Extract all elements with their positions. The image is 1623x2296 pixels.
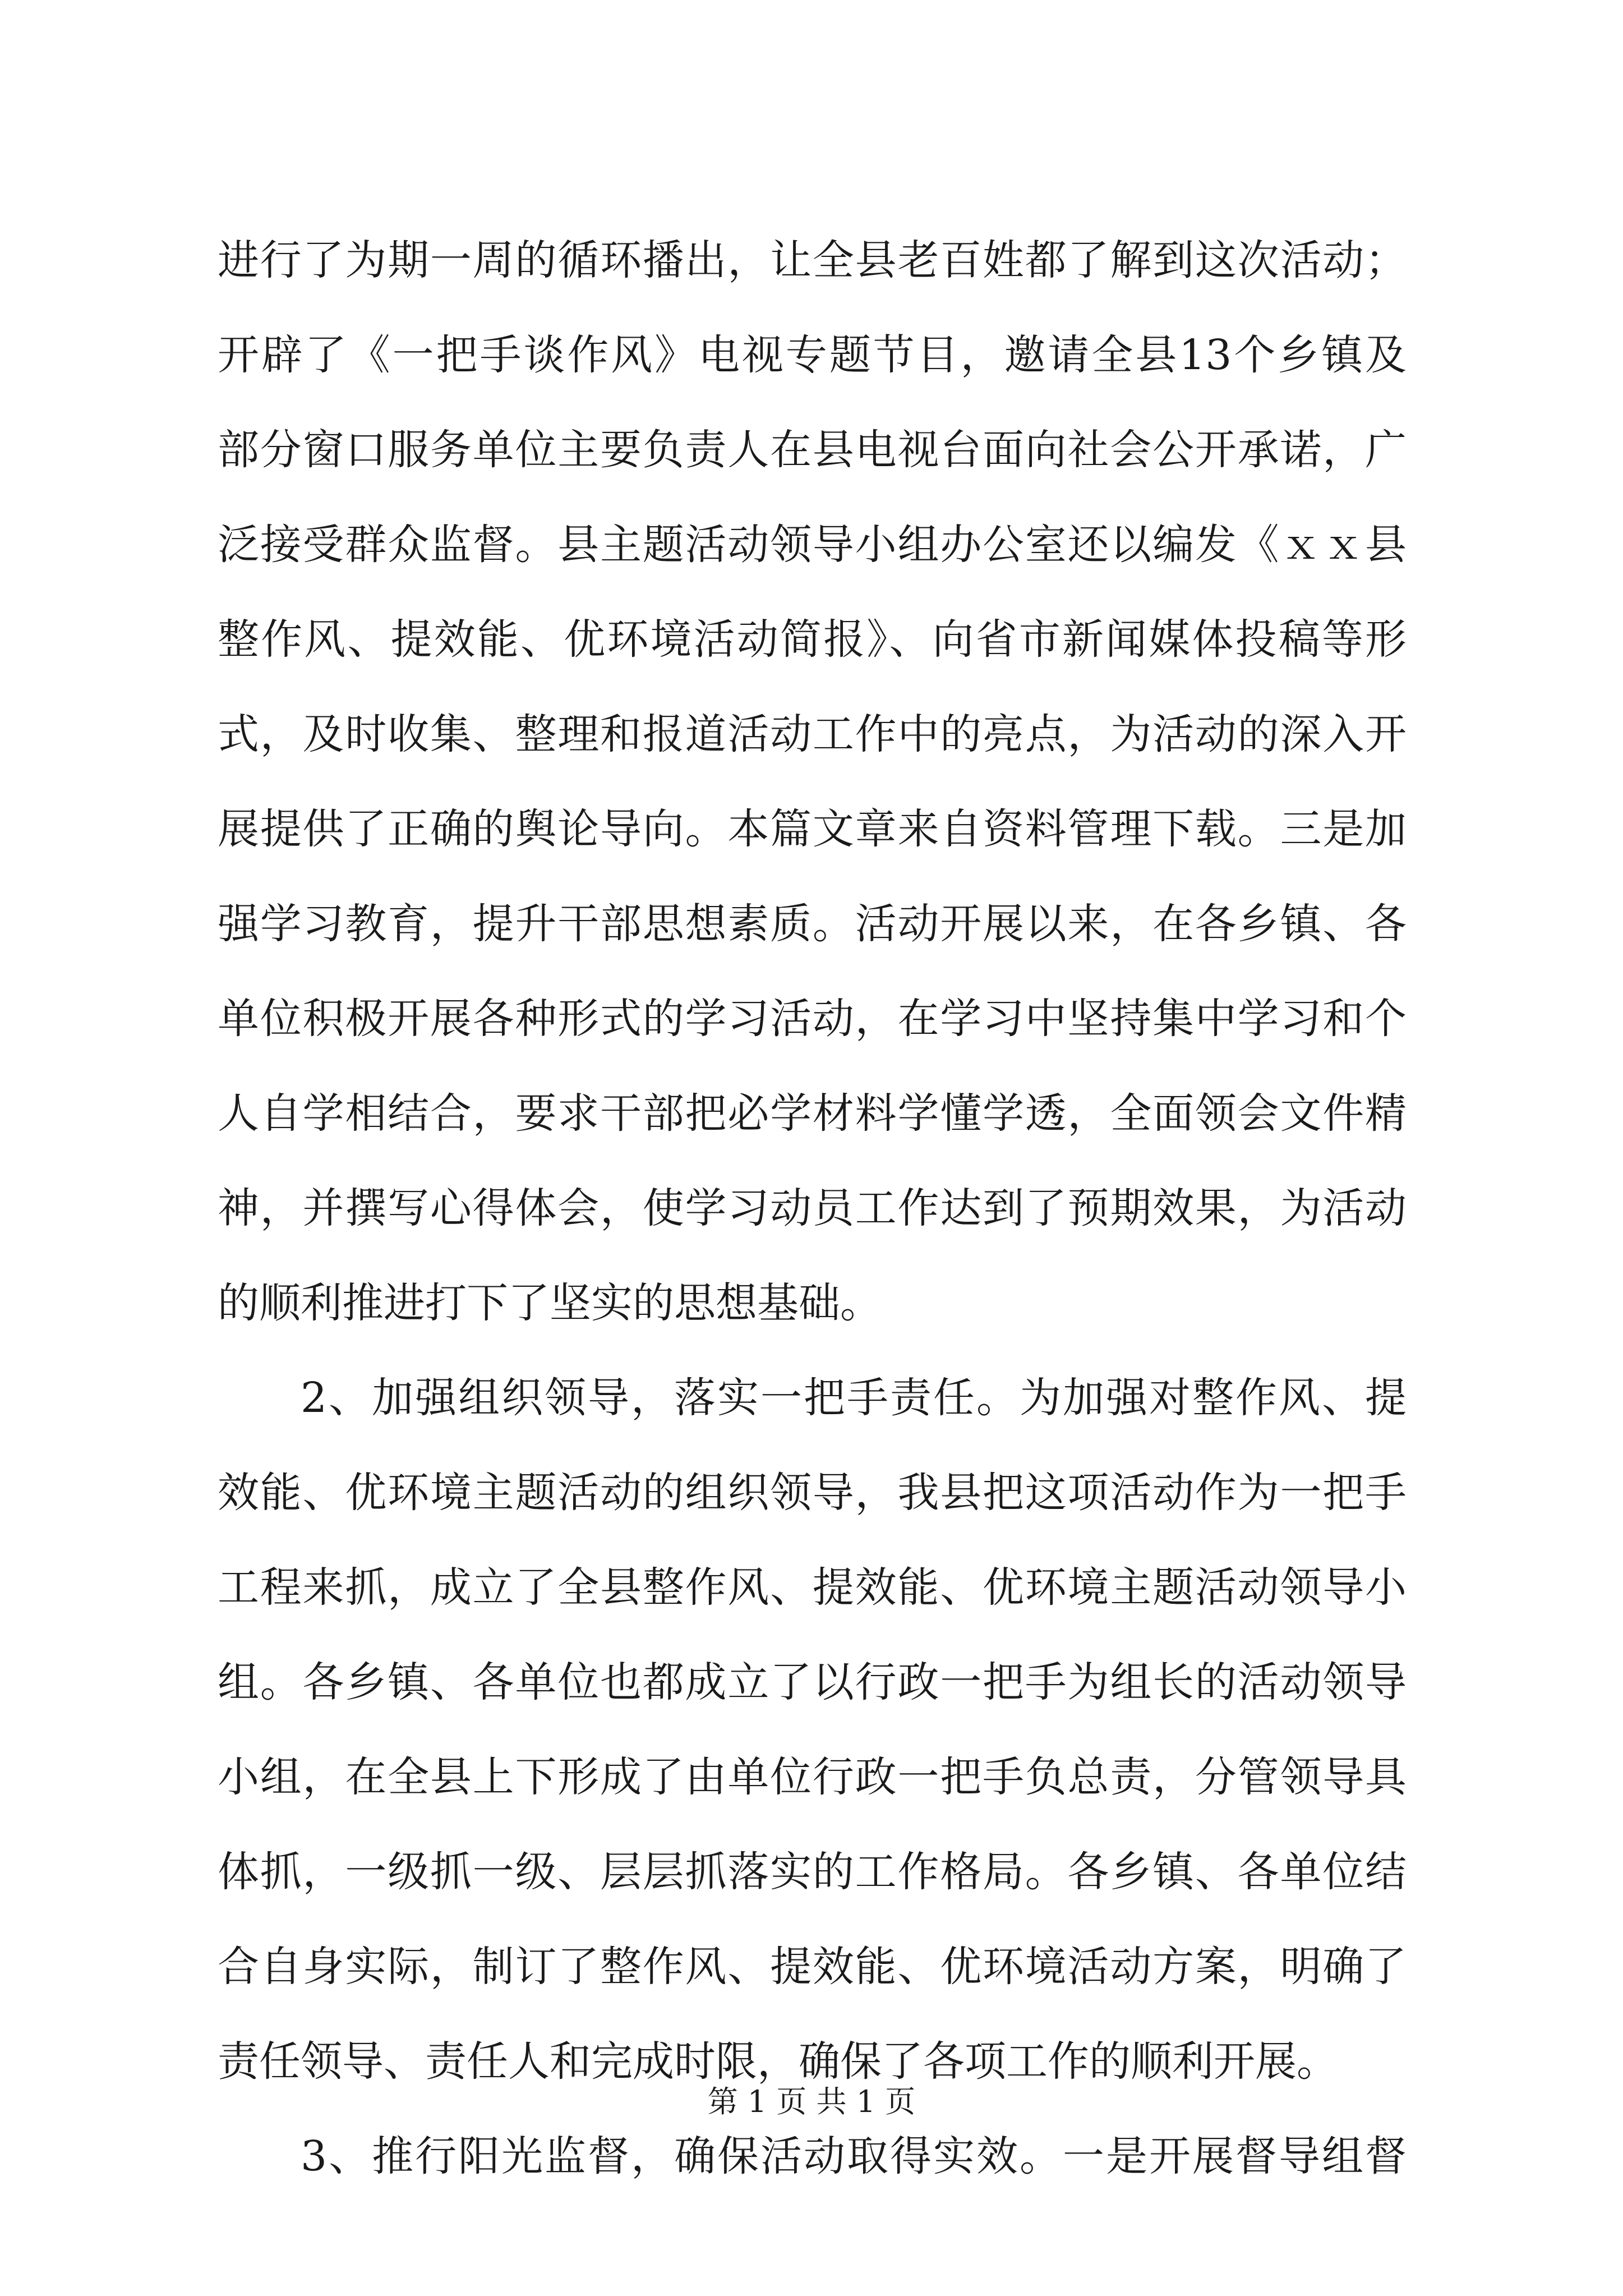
text-line: 责任领导、责任人和完成时限，确保了各项工作的顺利开展。 (218, 2037, 1338, 2086)
text-line: 展提供了正确的舆论导向。本篇文章来自资料管理下载。三是加 (218, 805, 1407, 853)
text-line: 人自学相结合，要求干部把必学材料学懂学透，全面领会文件精 (218, 1089, 1407, 1138)
text-line: 单位积极开展各种形式的学习活动，在学习中坚持集中学习和个 (218, 995, 1407, 1043)
text-line: 合自身实际，制订了整作风、提效能、优环境活动方案，明确了 (218, 1943, 1407, 1991)
text-line: 部分窗口服务单位主要负责人在县电视台面向社会公开承诺，广 (218, 426, 1407, 474)
text-line: 小组，在全县上下形成了由单位行政一把手负总责，分管领导具 (218, 1753, 1407, 1801)
document-body (218, 213, 1407, 2204)
text-line: 的顺利推进打下了坚实的思想基础。 (218, 1279, 882, 1327)
text-line: 强学习教育，提升干部思想素质。活动开展以来，在各乡镇、各 (218, 900, 1407, 948)
text-line: 泛接受群众监督。县主题活动领导小组办公室还以编发《ｘｘ县 (218, 521, 1407, 569)
text-line: 进行了为期一周的循环播出，让全县老百姓都了解到这次活动； (218, 236, 1407, 284)
text-line: 体抓，一级抓一级、层层抓落实的工作格局。各乡镇、各单位结 (218, 1848, 1407, 1896)
text-line: 神，并撰写心得体会，使学习动员工作达到了预期效果，为活动 (218, 1184, 1407, 1232)
text-line: 效能、优环境主题活动的组织领导，我县把这项活动作为一把手 (218, 1469, 1407, 1517)
text-line: 式，及时收集、整理和报道活动工作中的亮点，为活动的深入开 (218, 710, 1407, 758)
paragraph-start-line: 3、推行阳光监督，确保活动取得实效。一是开展督导组督 (301, 2132, 1407, 2180)
text-line: 整作风、提效能、优环境活动简报》、向省市新闻媒体投稿等形 (218, 615, 1407, 664)
text-line: 开辟了《一把手谈作风》电视专题节目，邀请全县13个乡镇及 (218, 331, 1407, 379)
text-line: 组。各乡镇、各单位也都成立了以行政一把手为组长的活动领导 (218, 1658, 1407, 1706)
page-footer: 第 1 页 共 1 页 (707, 2084, 916, 2119)
text-line: 工程来抓，成立了全县整作风、提效能、优环境主题活动领导小 (218, 1563, 1407, 1612)
paragraph-start-line: 2、加强组织领导，落实一把手责任。为加强对整作风、提 (301, 1374, 1407, 1422)
